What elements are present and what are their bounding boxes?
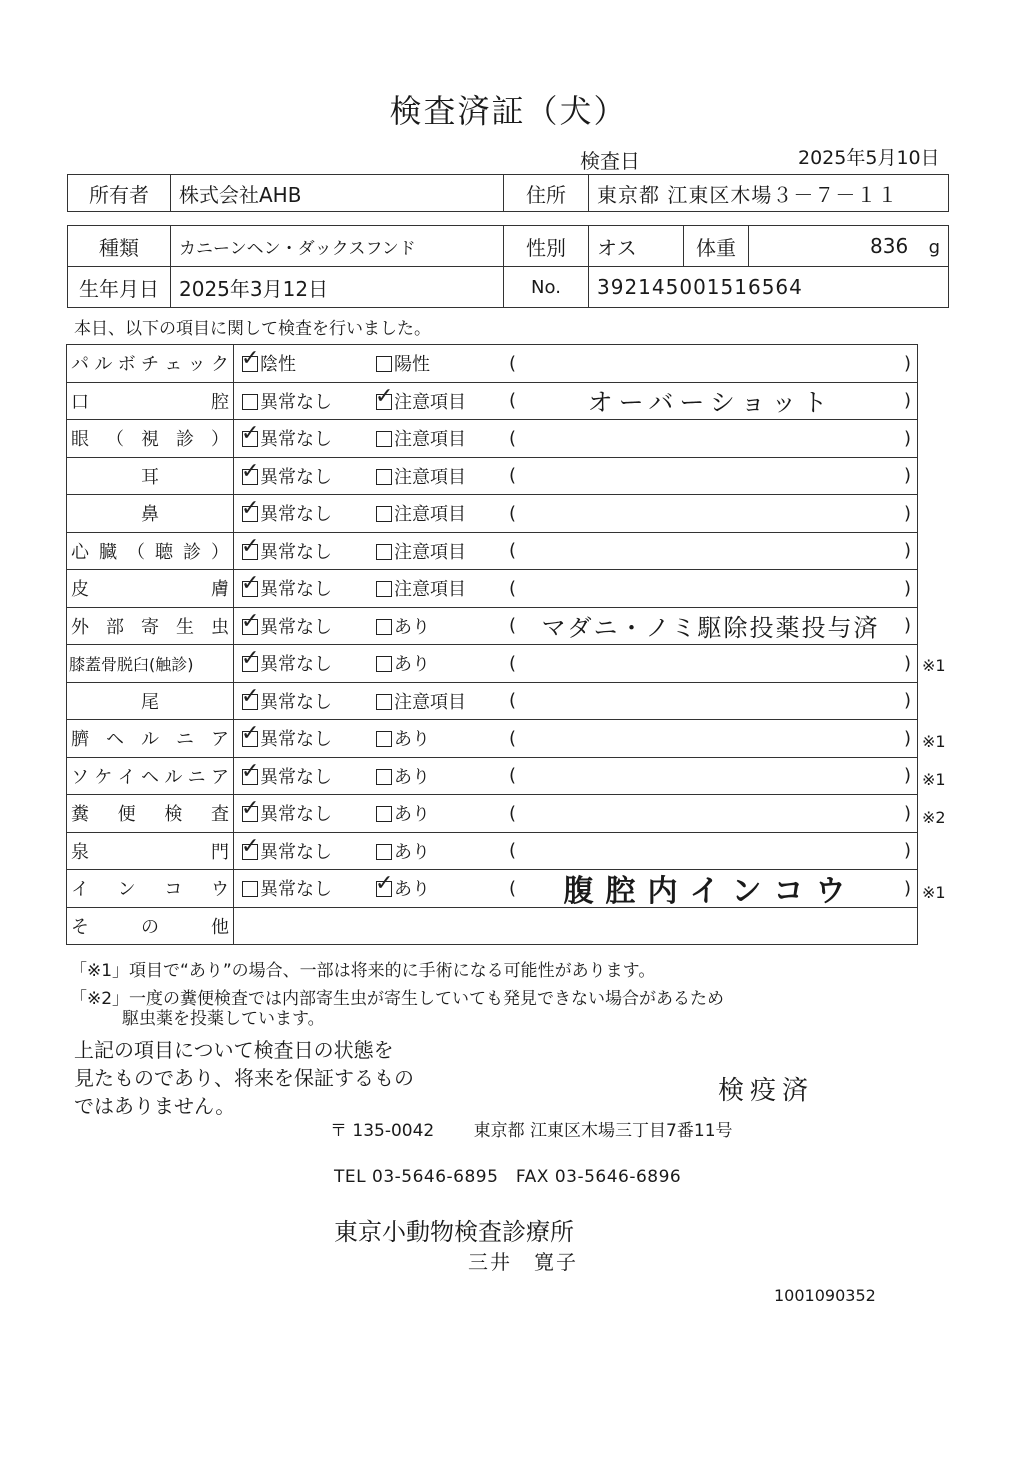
item-options-cell	[234, 720, 918, 758]
item-options-cell	[234, 682, 918, 720]
checkbox[interactable]	[376, 806, 392, 822]
address-label: 住所	[504, 175, 589, 212]
inspection-row	[67, 645, 918, 683]
item-options-cell	[234, 570, 918, 608]
checkbox[interactable]	[375, 871, 394, 897]
item-name-cell	[67, 795, 234, 833]
checkmark-icon: ✓	[241, 346, 260, 372]
footnote-1: 「※1」項目で“あり”の場合、一部は将来的に手術になる可能性があります。	[70, 961, 656, 981]
weight-value: 836	[870, 234, 909, 258]
option-abnormal[interactable]	[376, 425, 466, 451]
option-label: 注意項目	[394, 504, 466, 526]
option-label: 異常なし	[260, 804, 332, 826]
paren-close: )	[903, 427, 911, 449]
clinic-phone: TEL 03-5646-6895 FAX 03-5646-6896	[334, 1167, 682, 1187]
item-name: 心 臓 （ 聴 診 ）	[71, 541, 229, 563]
checkbox[interactable]	[241, 721, 260, 747]
item-name-cell	[67, 832, 234, 870]
checkbox[interactable]	[376, 356, 392, 372]
checkbox[interactable]	[241, 833, 260, 860]
address-value: 東京都 江東区木場３－７－１１	[589, 175, 949, 212]
option-abnormal[interactable]	[375, 383, 466, 414]
checkbox[interactable]	[376, 544, 392, 560]
item-name-cell	[67, 645, 234, 683]
item-name: 臍 ヘ ル ニ ア	[71, 729, 229, 751]
checkmark-icon: ✓	[241, 608, 260, 634]
item-options-cell	[234, 532, 918, 570]
option-abnormal[interactable]	[376, 725, 430, 751]
footnote-2a: 「※2」一度の糞便検査では内部寄生虫が寄生していても発見できない場合があるため	[70, 989, 725, 1009]
item-name-cell	[67, 495, 234, 533]
other-value-cell	[234, 907, 918, 945]
item-options-cell	[234, 382, 918, 420]
inspection-row	[67, 457, 918, 495]
checkmark-icon: ✓	[241, 833, 260, 859]
paren-close: )	[903, 465, 911, 487]
inspection-row	[67, 870, 918, 908]
paren-close: )	[903, 765, 911, 787]
item-name-cell	[67, 682, 234, 720]
paren-open: (	[509, 502, 517, 524]
option-normal[interactable]	[241, 683, 332, 714]
statement-line: 上記の項目について検査日の状態を	[74, 1038, 394, 1062]
paren-close: )	[903, 727, 911, 749]
option-label: 注意項目	[394, 579, 466, 601]
vet-name: 三井 寛子	[468, 1250, 578, 1274]
owner-table	[67, 174, 949, 212]
option-label: 異常なし	[260, 504, 332, 526]
footnote-2b: 駆虫薬を投薬しています。	[122, 1009, 325, 1029]
option-label: 陽性	[394, 354, 430, 376]
item-name-cell	[67, 457, 234, 495]
item-name-cell	[67, 570, 234, 608]
item-name: 糞 便 検 査	[71, 804, 229, 826]
checkbox[interactable]	[376, 656, 392, 672]
option-label: 異常なし	[260, 429, 332, 451]
item-note: マダニ・ノミ駆除投薬投与済	[541, 614, 880, 643]
paren-open: (	[509, 802, 517, 824]
inspection-row	[67, 495, 918, 533]
inspection-row	[67, 570, 918, 608]
item-options-cell	[234, 345, 918, 383]
item-name-cell	[67, 382, 234, 420]
option-normal[interactable]	[241, 458, 332, 489]
checkbox[interactable]	[376, 694, 392, 710]
checkmark-icon: ✓	[241, 683, 260, 709]
checkbox[interactable]	[241, 571, 260, 597]
quarantine-stamp: 検疫済	[718, 1076, 815, 1106]
option-label: 異常なし	[260, 841, 332, 863]
option-label: 陰性	[260, 354, 296, 376]
paren-close: )	[903, 652, 911, 674]
option-label: あり	[394, 654, 430, 676]
option-abnormal[interactable]	[376, 350, 430, 376]
owner-value: 株式会社AHB	[171, 175, 504, 212]
checkmark-icon: ✓	[241, 721, 260, 747]
number-value: 392145001516564	[589, 267, 949, 308]
weight-unit: g	[928, 237, 940, 258]
checkbox[interactable]	[241, 346, 260, 372]
paren-open: (	[509, 727, 517, 749]
checkmark-icon: ✓	[375, 383, 394, 409]
checkbox[interactable]	[376, 469, 392, 485]
birth-label: 生年月日	[68, 267, 171, 308]
option-normal[interactable]	[241, 796, 332, 826]
item-name-cell	[67, 607, 234, 645]
checkbox[interactable]	[375, 383, 394, 410]
item-name-cell	[67, 345, 234, 383]
checkbox[interactable]	[241, 608, 260, 635]
inspection-row	[67, 607, 918, 645]
option-abnormal[interactable]	[376, 500, 466, 526]
checkbox[interactable]	[241, 646, 260, 672]
option-label: あり	[394, 841, 430, 863]
inspection-table	[66, 344, 918, 945]
paren-open: (	[509, 765, 517, 787]
option-abnormal[interactable]	[376, 575, 466, 601]
birth-value: 2025年3月12日	[171, 267, 504, 308]
item-options-cell	[234, 757, 918, 795]
item-note: オーバーショット	[587, 387, 834, 417]
paren-close: )	[903, 540, 911, 562]
option-abnormal[interactable]	[376, 688, 466, 714]
item-name: 泉 門	[71, 841, 229, 863]
option-normal[interactable]	[242, 388, 332, 414]
paren-open: (	[509, 652, 517, 674]
option-label: 異常なし	[260, 616, 332, 638]
inspection-row	[67, 832, 918, 870]
checkmark-icon: ✓	[241, 496, 260, 522]
postal-code: 〒 135-0042	[330, 1121, 435, 1141]
option-abnormal[interactable]	[376, 463, 466, 489]
option-normal[interactable]	[241, 346, 296, 376]
item-options-cell	[234, 495, 918, 533]
paren-open: (	[509, 465, 517, 487]
footnote-marker: ※2	[922, 807, 946, 827]
checkmark-icon: ✓	[241, 458, 260, 484]
option-label: 異常なし	[260, 579, 332, 601]
paren-open: (	[509, 840, 517, 862]
item-name: 口 腔	[71, 391, 229, 413]
option-abnormal[interactable]	[376, 763, 430, 789]
item-note: 腹腔内インコウ	[563, 874, 858, 910]
item-name-cell	[67, 420, 234, 458]
paren-open: (	[509, 690, 517, 712]
inspection-row-other	[67, 907, 918, 945]
checkbox[interactable]	[241, 421, 260, 447]
inspection-row	[67, 345, 918, 383]
paren-close: )	[903, 352, 911, 374]
item-name-cell	[67, 870, 234, 908]
item-options-cell	[234, 420, 918, 458]
checkbox[interactable]	[241, 458, 260, 485]
option-abnormal[interactable]	[376, 613, 430, 639]
option-label: 注意項目	[394, 391, 466, 413]
checkmark-icon: ✓	[241, 571, 260, 597]
option-label: 異常なし	[260, 391, 332, 413]
item-name: 眼 （ 視 診 ）	[71, 429, 229, 451]
paren-open: (	[509, 427, 517, 449]
option-normal[interactable]	[241, 758, 332, 789]
item-name: 耳	[141, 466, 159, 488]
inspection-row	[67, 795, 918, 833]
paren-close: )	[903, 877, 911, 899]
checkmark-icon: ✓	[241, 533, 260, 559]
option-normal[interactable]	[241, 608, 332, 639]
option-label: 異常なし	[260, 541, 332, 563]
checkmark-icon: ✓	[241, 421, 260, 447]
option-label: あり	[394, 616, 430, 638]
item-name: 尾	[141, 691, 159, 713]
item-name-cell	[67, 757, 234, 795]
item-name: 外 部 寄 生 虫	[71, 616, 229, 638]
clinic-address: 東京都 江東区木場三丁目7番11号	[473, 1121, 733, 1141]
checkbox[interactable]	[376, 769, 392, 785]
owner-label: 所有者	[68, 175, 171, 212]
checkmark-icon: ✓	[241, 758, 260, 784]
item-options-cell	[234, 607, 918, 645]
paren-close: )	[903, 840, 911, 862]
paren-open: (	[509, 577, 517, 599]
option-label: 異常なし	[260, 879, 332, 901]
statement-line: 見たものであり、将来を保証するもの	[74, 1066, 414, 1090]
option-label: 異常なし	[260, 654, 332, 676]
footnote-marker: ※1	[922, 732, 946, 751]
weight-label: 体重	[684, 226, 749, 267]
option-label: あり	[394, 729, 430, 751]
document-code: 1001090352	[774, 1286, 876, 1305]
checkbox[interactable]	[242, 394, 258, 410]
option-label: あり	[394, 804, 430, 826]
inspection-row	[67, 420, 918, 458]
checkbox[interactable]	[241, 533, 260, 560]
paren-open: (	[509, 615, 517, 637]
option-normal[interactable]	[241, 646, 332, 676]
checkbox[interactable]	[376, 506, 392, 522]
option-abnormal[interactable]	[376, 800, 430, 826]
breed-label: 種類	[68, 226, 171, 267]
item-name: ソ ケ イ ヘ ル ニ ア	[71, 766, 229, 788]
option-label: 注意項目	[394, 691, 466, 713]
item-name: 皮 膚	[71, 579, 229, 601]
item-name: 鼻	[141, 504, 159, 526]
item-name-cell	[67, 532, 234, 570]
checkbox[interactable]	[242, 881, 258, 897]
paren-close: )	[903, 502, 911, 524]
inspection-row	[67, 757, 918, 795]
item-name-cell	[67, 907, 234, 945]
option-label: 異常なし	[260, 691, 332, 713]
checkbox[interactable]	[241, 758, 260, 785]
statement	[74, 1036, 414, 1120]
checkbox[interactable]	[376, 731, 392, 747]
number-label: No.	[504, 267, 589, 308]
option-label: 異常なし	[260, 729, 332, 751]
checkmark-icon: ✓	[241, 646, 260, 672]
item-name-cell	[67, 720, 234, 758]
option-label: 注意項目	[394, 541, 466, 563]
paren-open: (	[509, 352, 517, 374]
option-normal[interactable]	[241, 833, 332, 864]
option-abnormal[interactable]	[376, 650, 430, 676]
exam-date-label: 検査日	[580, 149, 640, 173]
paren-close: )	[903, 577, 911, 599]
option-label: 異常なし	[260, 766, 332, 788]
option-normal[interactable]	[241, 571, 332, 601]
footnote-marker: ※1	[922, 656, 946, 676]
clinic-name: 東京小動物検査診療所	[334, 1218, 574, 1246]
document-title: 検査済証（犬）	[389, 92, 628, 130]
exam-date: 2025年5月10日	[798, 147, 940, 169]
option-normal[interactable]	[241, 533, 332, 564]
item-options-cell	[234, 457, 918, 495]
option-label: 注意項目	[394, 466, 466, 488]
checkbox[interactable]	[376, 619, 392, 635]
option-normal[interactable]	[241, 421, 332, 451]
option-normal[interactable]	[242, 875, 332, 901]
sex-value: オス	[589, 226, 684, 267]
clinic-address-line	[330, 1116, 733, 1141]
option-abnormal[interactable]	[376, 538, 466, 564]
paren-open: (	[509, 540, 517, 562]
checkbox[interactable]	[241, 683, 260, 710]
inspection-row	[67, 682, 918, 720]
item-options-cell	[234, 870, 918, 908]
item-name: 膝蓋骨脱臼(触診)	[69, 654, 194, 674]
sex-label: 性別	[504, 226, 589, 267]
footnote-marker: ※1	[922, 769, 946, 789]
item-options-cell	[234, 832, 918, 870]
option-label: 異常なし	[260, 466, 332, 488]
paren-open: (	[509, 877, 517, 899]
item-name: イ ン コ ウ	[71, 879, 229, 901]
paren-close: )	[903, 802, 911, 824]
item-options-cell	[234, 795, 918, 833]
option-label: 注意項目	[394, 429, 466, 451]
weight-cell	[749, 226, 949, 267]
option-abnormal[interactable]	[375, 871, 430, 901]
checkbox[interactable]	[376, 581, 392, 597]
inspection-row	[67, 382, 918, 420]
statement-line: ではありません。	[74, 1094, 236, 1118]
inspection-row	[67, 720, 918, 758]
pet-table	[67, 225, 949, 308]
checkmark-icon: ✓	[241, 796, 260, 822]
item-options-cell	[234, 645, 918, 683]
paren-open: (	[509, 390, 517, 412]
inspection-row	[67, 532, 918, 570]
option-normal[interactable]	[241, 496, 332, 526]
breed-value: カニーンヘン・ダックスフンド	[171, 226, 504, 267]
paren-close: )	[903, 390, 911, 412]
option-normal[interactable]	[241, 721, 332, 751]
option-abnormal[interactable]	[376, 838, 430, 864]
checkbox[interactable]	[241, 796, 260, 822]
intro-text: 本日、以下の項目に関して検査を行いました。	[74, 319, 431, 339]
option-label: あり	[394, 879, 430, 901]
checkbox[interactable]	[241, 496, 260, 522]
footnote-marker: ※1	[922, 883, 946, 903]
paren-close: )	[903, 690, 911, 712]
item-name: パ ル ボ チ ェ ッ ク	[71, 354, 229, 376]
option-label: あり	[394, 766, 430, 788]
checkbox[interactable]	[376, 844, 392, 860]
paren-close: )	[903, 615, 911, 637]
checkbox[interactable]	[376, 431, 392, 447]
checkmark-icon: ✓	[375, 871, 394, 897]
other-label: そ の 他	[71, 916, 229, 938]
